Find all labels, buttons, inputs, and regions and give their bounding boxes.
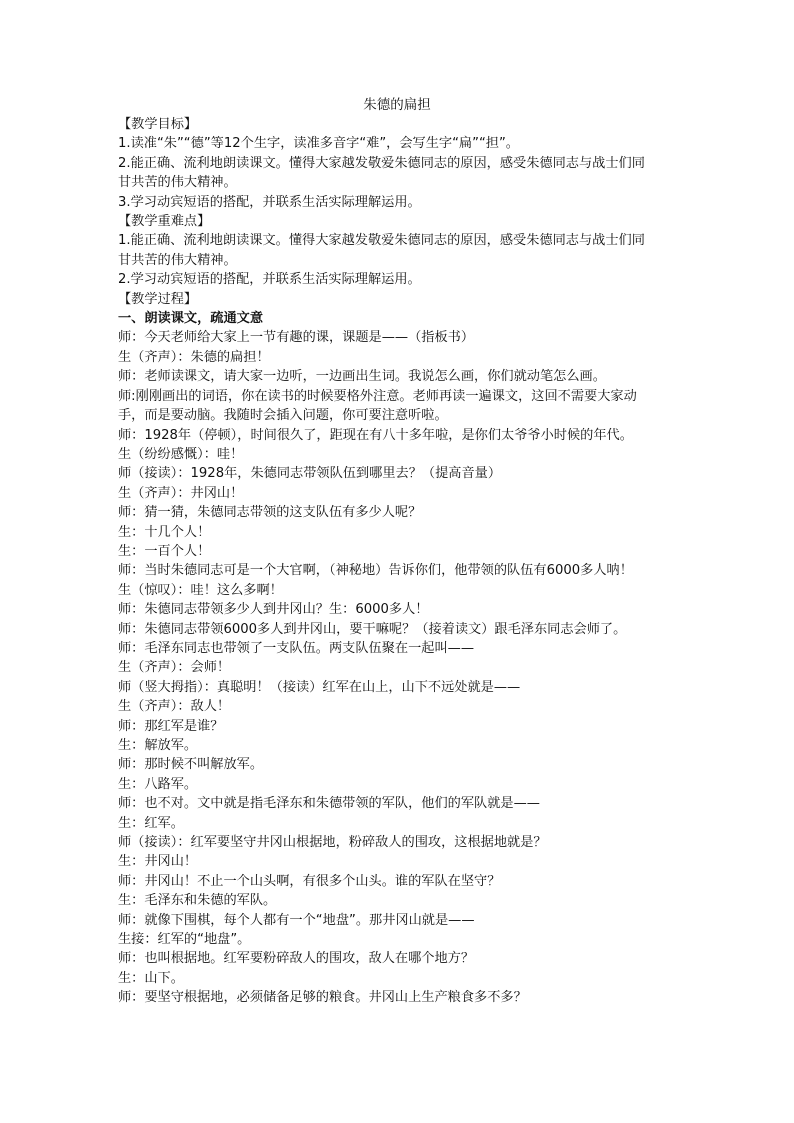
text-line: 师（接读）：1928年，朱德同志带领队伍到哪里去？（提高音量） xyxy=(118,466,502,482)
text-line: 师：朱德同志带领6000多人到井冈山，要干嘛呢？（接着读文）跟毛泽东同志会师了。 xyxy=(118,621,627,637)
text-line: 师：当时朱德同志可是一个大官啊，（神秘地）告诉你们，他带领的队伍有6000多人呐！ xyxy=(118,563,633,579)
text-line: 2.能正确、流利地朗读课文。懂得大家越发敬爱朱德同志的原因，感受朱德同志与战士们同 xyxy=(118,155,645,171)
text-line: 师：那红军是谁？ xyxy=(118,718,224,734)
text-line: 1.能正确、流利地朗读课文。懂得大家越发敬爱朱德同志的原因，感受朱德同志与战士们同 xyxy=(118,233,645,249)
text-line: 生接：红军的“地盘”。 xyxy=(118,932,251,948)
text-line: 师：毛泽东同志也带领了一支队伍。两支队伍聚在一起叫—— xyxy=(118,640,475,656)
text-line: 生（齐声）：朱德的扁担！ xyxy=(118,349,270,365)
text-line: 生：十几个人！ xyxy=(118,524,211,540)
document-title: 朱德的扁担 xyxy=(363,97,431,113)
text-line: 生：山下。 xyxy=(118,970,184,986)
text-line: 师（竖大拇指）：真聪明！（接读）红军在山上，山下不远处就是—— xyxy=(118,679,521,695)
text-line: 师：今天老师给大家上一节有趣的课，课题是——（指板书） xyxy=(118,330,475,346)
text-line: 师：井冈山！不止一个山头啊，有很多个山头。谁的军队在坚守？ xyxy=(118,873,501,889)
text-line: 1.读准“朱”“德”等12个生字，读准多音字“难”，会写生字“扁”“担”。 xyxy=(118,136,519,152)
text-line: 师：1928年（停顿），时间很久了，距现在有八十多年啦，是你们太爷爷小时候的年代。 xyxy=(118,427,633,443)
text-line: 生：红军。 xyxy=(118,815,184,831)
text-line: 甘共苦的伟大精神。 xyxy=(118,252,237,268)
text-line: 【教学过程】 xyxy=(118,291,198,307)
text-line: 师（接读）：红军要坚守井冈山根据地，粉碎敌人的围攻，这根据地就是？ xyxy=(118,835,547,851)
text-line: 师：朱德同志带领多少人到井冈山？生：6000多人！ xyxy=(118,602,429,618)
text-line: 生：井冈山！ xyxy=(118,854,198,870)
text-line: 生：毛泽东和朱德的军队。 xyxy=(118,893,277,909)
text-line: 【教学重难点】 xyxy=(118,214,211,230)
text-line: 生：八路军。 xyxy=(118,776,198,792)
text-line: 师：猜一猜，朱德同志带领的这支队伍有多少人呢？ xyxy=(118,505,422,521)
text-line: 生：解放军。 xyxy=(118,738,198,753)
section-heading: 一、朗读课文，疏通文意 xyxy=(118,311,264,327)
text-line: 2.学习动宾短语的搭配，并联系生活实际理解运用。 xyxy=(118,272,421,288)
text-line: 生：一百个人！ xyxy=(118,543,211,559)
text-line: 甘共苦的伟大精神。 xyxy=(118,175,237,191)
text-line: 师：就像下围棋，每个人都有一个“地盘”。那井冈山就是—— xyxy=(118,912,475,928)
text-line: 生（纷纷感慨）：哇！ xyxy=(118,446,244,462)
text-line: 师：也叫根据地。红军要粉碎敌人的围攻，敌人在哪个地方？ xyxy=(118,951,475,967)
text-line: 【教学目标】 xyxy=(118,117,198,132)
text-line: 师：老师读课文，请大家一边听，一边画出生词。我说怎么画，你们就动笔怎么画。 xyxy=(118,369,606,385)
text-line: 师：要坚守根据地，必须储备足够的粮食。井冈山上生产粮食多不多？ xyxy=(118,990,527,1006)
text-line: 生（齐声）：敌人！ xyxy=(118,699,231,715)
text-line: 师:刚刚画出的词语，你在读书的时候要格外注意。老师再读一遍课文，这回不需要大家动 xyxy=(118,388,637,404)
text-line: 生（惊叹）：哇！这么多啊！ xyxy=(118,582,283,598)
document-body xyxy=(118,115,680,1008)
text-line: 3.学习动宾短语的搭配，并联系生活实际理解运用。 xyxy=(118,194,421,210)
text-line: 师：也不对。文中就是指毛泽东和朱德带领的军队，他们的军队就是—— xyxy=(118,796,540,812)
text-line: 师：那时候不叫解放军。 xyxy=(118,757,264,773)
text-line: 手，而是要动脑。我随时会插入问题，你可要注意听啦。 xyxy=(118,408,448,424)
text-line: 生（齐声）：井冈山！ xyxy=(118,485,244,501)
text-line: 生（齐声）：会师！ xyxy=(118,660,231,676)
